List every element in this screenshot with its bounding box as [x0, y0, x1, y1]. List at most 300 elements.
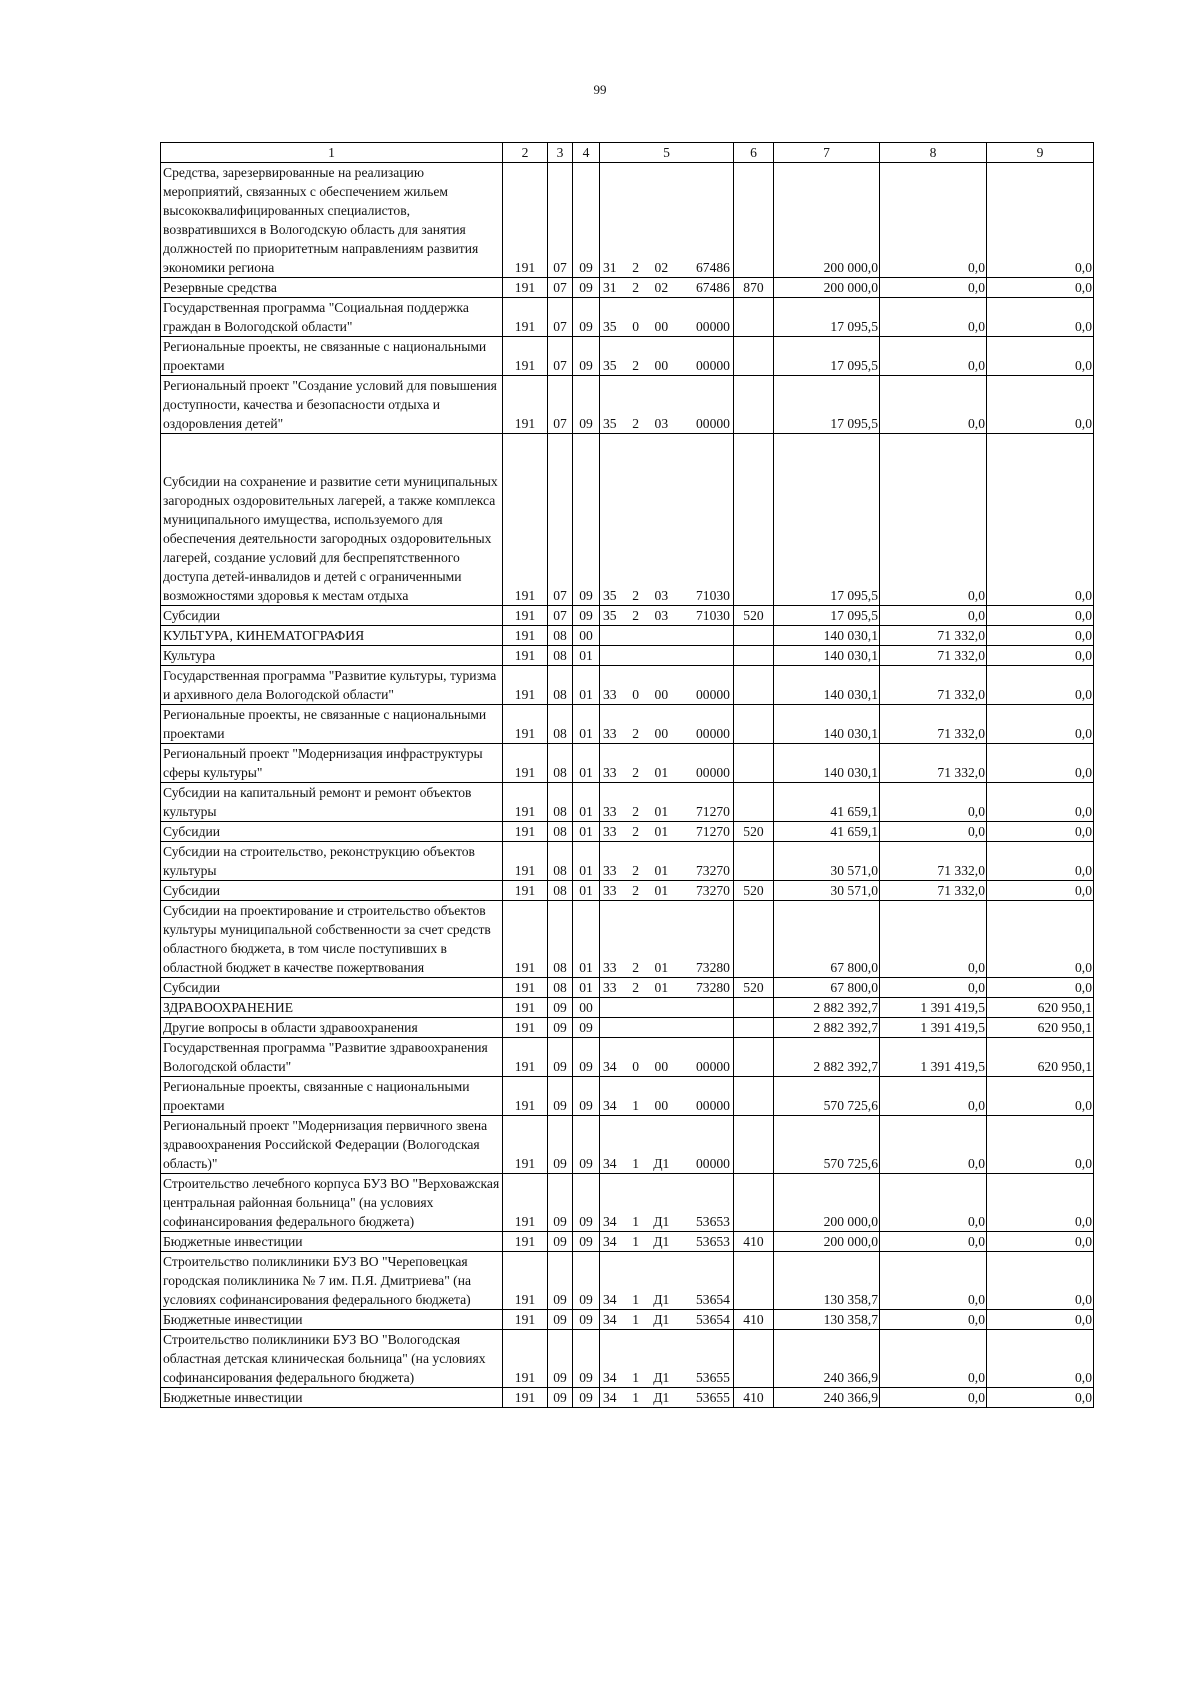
cell-col6 [734, 626, 774, 646]
table-header-row [161, 143, 1094, 163]
cell-col7: 2 882 392,7 [774, 1038, 880, 1077]
cell-col9: 0,0 [987, 1310, 1094, 1330]
code-direction: 73280 [695, 960, 730, 975]
cell-col8: 71 332,0 [880, 744, 987, 783]
cell-col4: 01 [573, 822, 600, 842]
cell-col4: 09 [573, 1174, 600, 1232]
table-row [161, 376, 1094, 434]
code-project: Д1 [653, 1370, 670, 1385]
code-project: 01 [654, 863, 669, 878]
cell-col8: 0,0 [880, 434, 987, 606]
table-row [161, 1252, 1094, 1310]
cell-col3: 08 [548, 822, 573, 842]
code-type: 2 [632, 765, 640, 780]
code-program: 35 [603, 319, 617, 334]
code-direction: 67486 [695, 280, 730, 295]
cell-col6 [734, 163, 774, 278]
code-direction: 73270 [695, 863, 730, 878]
cell-col4: 09 [573, 1038, 600, 1077]
cell-col7: 140 030,1 [774, 705, 880, 744]
cell-col5 [600, 1252, 734, 1310]
cell-col5 [600, 705, 734, 744]
cell-col2: 191 [503, 1116, 548, 1174]
cell-col2: 191 [503, 744, 548, 783]
cell-col7: 30 571,0 [774, 842, 880, 881]
row-name: Государственная программа "Развитие здравоохранения Вологодской области" [161, 1038, 503, 1077]
code-program: 31 [603, 260, 617, 275]
cell-col2: 191 [503, 666, 548, 705]
cell-col4: 09 [573, 1018, 600, 1038]
header-cell: 4 [573, 143, 600, 163]
table-row [161, 666, 1094, 705]
cell-col7: 67 800,0 [774, 901, 880, 978]
cell-col8: 71 332,0 [880, 626, 987, 646]
cell-col8: 0,0 [880, 1330, 987, 1388]
code-direction: 00000 [695, 765, 730, 780]
cell-col9: 0,0 [987, 1252, 1094, 1310]
cell-col6 [734, 998, 774, 1018]
header-cell: 1 [161, 143, 503, 163]
cell-col5 [600, 1116, 734, 1174]
code-program: 34 [603, 1370, 617, 1385]
code-program: 35 [603, 608, 617, 623]
row-name: Региональные проекты, не связанные с национальными проектами [161, 337, 503, 376]
row-name: Субсидии на сохранение и развитие сети муниципальных загородных оздоровительных лагерей, а также комплекса муниципального имущества, используемого для обеспечения деятельности загородных оздоровительных лагерей, создание условий для беспрепятственного доступа детей-инвалидов и детей с ограниченными возможностями здоровья к местам отдыха [161, 434, 503, 606]
code-type: 2 [632, 280, 640, 295]
cell-col8: 0,0 [880, 1252, 987, 1310]
cell-col7: 140 030,1 [774, 626, 880, 646]
header-cell: 2 [503, 143, 548, 163]
code-project: 00 [654, 687, 669, 702]
cell-col6: 520 [734, 978, 774, 998]
cell-col8: 0,0 [880, 978, 987, 998]
cell-col4: 01 [573, 978, 600, 998]
cell-col5 [600, 998, 734, 1018]
cell-col3: 09 [548, 998, 573, 1018]
code-program: 33 [603, 960, 617, 975]
code-direction: 00000 [695, 319, 730, 334]
code-program: 31 [603, 280, 617, 295]
header-cell: 7 [774, 143, 880, 163]
cell-col6: 520 [734, 822, 774, 842]
cell-col9: 0,0 [987, 1174, 1094, 1232]
code-type: 2 [632, 863, 640, 878]
cell-col2: 191 [503, 978, 548, 998]
header-cell: 3 [548, 143, 573, 163]
code-program: 34 [603, 1214, 617, 1229]
table-row [161, 978, 1094, 998]
cell-col5 [600, 1077, 734, 1116]
cell-col3: 09 [548, 1388, 573, 1408]
cell-col3: 07 [548, 376, 573, 434]
cell-col3: 09 [548, 1018, 573, 1038]
code-direction: 00000 [695, 726, 730, 741]
cell-col6: 520 [734, 881, 774, 901]
code-direction: 67486 [695, 260, 730, 275]
cell-col2: 191 [503, 998, 548, 1018]
cell-col4: 01 [573, 646, 600, 666]
cell-col8: 0,0 [880, 163, 987, 278]
row-name: Региональный проект "Модернизация инфраструктуры сферы культуры" [161, 744, 503, 783]
budget-table [160, 142, 1094, 1408]
code-type: 2 [632, 980, 640, 995]
table-row [161, 783, 1094, 822]
cell-col6 [734, 434, 774, 606]
cell-col8: 0,0 [880, 1077, 987, 1116]
row-name: Региональный проект "Создание условий для повышения доступности, качества и безопасности отдыха и оздоровления детей" [161, 376, 503, 434]
cell-col6 [734, 666, 774, 705]
cell-col8: 0,0 [880, 901, 987, 978]
cell-col3: 09 [548, 1077, 573, 1116]
code-program: 34 [603, 1059, 617, 1074]
row-name: Субсидии на строительство, реконструкцию объектов культуры [161, 842, 503, 881]
code-project: 00 [654, 726, 669, 741]
cell-col5 [600, 606, 734, 626]
cell-col3: 07 [548, 606, 573, 626]
cell-col7: 200 000,0 [774, 278, 880, 298]
cell-col5 [600, 744, 734, 783]
cell-col2: 191 [503, 376, 548, 434]
code-type: 2 [632, 726, 640, 741]
cell-col3: 08 [548, 842, 573, 881]
code-project: 01 [654, 960, 669, 975]
code-type: 1 [632, 1312, 640, 1327]
cell-col9: 0,0 [987, 1232, 1094, 1252]
row-name: Государственная программа "Развитие культуры, туризма и архивного дела Вологодской области" [161, 666, 503, 705]
cell-col2: 191 [503, 1330, 548, 1388]
cell-col2: 191 [503, 1232, 548, 1252]
cell-col3: 08 [548, 881, 573, 901]
cell-col4: 09 [573, 1388, 600, 1408]
cell-col7: 200 000,0 [774, 1232, 880, 1252]
cell-col9: 0,0 [987, 278, 1094, 298]
table-body [161, 163, 1094, 1408]
row-name: КУЛЬТУРА, КИНЕМАТОГРАФИЯ [161, 626, 503, 646]
cell-col3: 08 [548, 978, 573, 998]
code-direction: 00000 [695, 1059, 730, 1074]
cell-col7: 17 095,5 [774, 606, 880, 626]
table-row [161, 606, 1094, 626]
cell-col4: 09 [573, 337, 600, 376]
cell-col3: 08 [548, 783, 573, 822]
cell-col5 [600, 1310, 734, 1330]
cell-col5 [600, 646, 734, 666]
table-row [161, 1116, 1094, 1174]
cell-col7: 67 800,0 [774, 978, 880, 998]
code-type: 1 [632, 1370, 640, 1385]
cell-col2: 191 [503, 1018, 548, 1038]
cell-col9: 0,0 [987, 163, 1094, 278]
cell-col7: 240 366,9 [774, 1330, 880, 1388]
cell-col9: 0,0 [987, 978, 1094, 998]
code-direction: 53655 [695, 1390, 730, 1405]
cell-col7: 140 030,1 [774, 744, 880, 783]
cell-col6 [734, 842, 774, 881]
row-name: Региональные проекты, не связанные с национальными проектами [161, 705, 503, 744]
cell-col3: 09 [548, 1310, 573, 1330]
cell-col7: 200 000,0 [774, 163, 880, 278]
cell-col8: 0,0 [880, 1310, 987, 1330]
cell-col4: 01 [573, 881, 600, 901]
cell-col3: 08 [548, 744, 573, 783]
cell-col6 [734, 1330, 774, 1388]
code-type: 2 [632, 588, 640, 603]
row-name: Бюджетные инвестиции [161, 1310, 503, 1330]
cell-col6 [734, 1174, 774, 1232]
cell-col4: 09 [573, 1330, 600, 1388]
code-direction: 00000 [695, 416, 730, 431]
code-project: Д1 [653, 1312, 670, 1327]
cell-col2: 191 [503, 278, 548, 298]
cell-col8: 0,0 [880, 1388, 987, 1408]
cell-col8: 0,0 [880, 1116, 987, 1174]
code-program: 34 [603, 1312, 617, 1327]
code-direction: 53654 [695, 1292, 730, 1307]
cell-col5 [600, 376, 734, 434]
cell-col9: 0,0 [987, 822, 1094, 842]
row-name: Региональный проект "Модернизация первичного звена здравоохранения Российской Федерации (Вологодская область)" [161, 1116, 503, 1174]
code-type: 2 [632, 824, 640, 839]
cell-col8: 0,0 [880, 606, 987, 626]
cell-col6 [734, 376, 774, 434]
code-type: 2 [632, 608, 640, 623]
code-program: 34 [603, 1156, 617, 1171]
table-row [161, 626, 1094, 646]
row-name: Субсидии [161, 822, 503, 842]
cell-col4: 09 [573, 606, 600, 626]
cell-col2: 191 [503, 1310, 548, 1330]
cell-col2: 191 [503, 1252, 548, 1310]
cell-col4: 00 [573, 998, 600, 1018]
code-type: 2 [632, 416, 640, 431]
table-row [161, 705, 1094, 744]
cell-col2: 191 [503, 163, 548, 278]
cell-col9: 620 950,1 [987, 1018, 1094, 1038]
row-name: Строительство лечебного корпуса БУЗ ВО "Верховажская центральная районная больница" (на условиях софинансирования федерального бюджета) [161, 1174, 503, 1232]
cell-col7: 130 358,7 [774, 1310, 880, 1330]
table-row [161, 998, 1094, 1018]
cell-col9: 0,0 [987, 1077, 1094, 1116]
row-name: Строительство поликлиники БУЗ ВО "Вологодская областная детская клиническая больница" (на условиях софинансирования федерального бюджета) [161, 1330, 503, 1388]
code-type: 2 [632, 960, 640, 975]
cell-col2: 191 [503, 1174, 548, 1232]
cell-col2: 191 [503, 1388, 548, 1408]
code-type: 1 [632, 1390, 640, 1405]
cell-col7: 130 358,7 [774, 1252, 880, 1310]
table-row [161, 646, 1094, 666]
cell-col7: 2 882 392,7 [774, 1018, 880, 1038]
cell-col6 [734, 298, 774, 337]
cell-col9: 0,0 [987, 376, 1094, 434]
cell-col7: 41 659,1 [774, 783, 880, 822]
row-name: Субсидии [161, 606, 503, 626]
cell-col4: 09 [573, 278, 600, 298]
cell-col6 [734, 337, 774, 376]
code-direction: 71270 [695, 804, 730, 819]
code-program: 35 [603, 358, 617, 373]
code-project: 03 [654, 416, 669, 431]
code-type: 2 [632, 883, 640, 898]
cell-col5 [600, 842, 734, 881]
cell-col7: 2 882 392,7 [774, 998, 880, 1018]
cell-col5 [600, 881, 734, 901]
cell-col4: 01 [573, 783, 600, 822]
cell-col3: 08 [548, 901, 573, 978]
cell-col5 [600, 1388, 734, 1408]
table-row [161, 337, 1094, 376]
code-program: 35 [603, 588, 617, 603]
code-type: 0 [632, 319, 640, 334]
cell-col8: 71 332,0 [880, 842, 987, 881]
cell-col5 [600, 626, 734, 646]
cell-col5 [600, 1038, 734, 1077]
cell-col7: 570 725,6 [774, 1116, 880, 1174]
code-project: 00 [654, 1098, 669, 1113]
code-project: 01 [654, 824, 669, 839]
code-type: 1 [632, 1234, 640, 1249]
cell-col3: 08 [548, 646, 573, 666]
cell-col4: 00 [573, 626, 600, 646]
cell-col7: 570 725,6 [774, 1077, 880, 1116]
cell-col9: 0,0 [987, 606, 1094, 626]
cell-col9: 0,0 [987, 626, 1094, 646]
table-row [161, 1174, 1094, 1232]
cell-col8: 71 332,0 [880, 646, 987, 666]
cell-col3: 08 [548, 705, 573, 744]
table-row [161, 1018, 1094, 1038]
cell-col5 [600, 298, 734, 337]
row-name: Субсидии [161, 978, 503, 998]
cell-col3: 09 [548, 1252, 573, 1310]
cell-col6 [734, 901, 774, 978]
code-project: Д1 [653, 1234, 670, 1249]
cell-col2: 191 [503, 626, 548, 646]
cell-col6: 520 [734, 606, 774, 626]
cell-col9: 0,0 [987, 666, 1094, 705]
table-row [161, 1388, 1094, 1408]
table-row [161, 744, 1094, 783]
row-name: Субсидии [161, 881, 503, 901]
cell-col5 [600, 822, 734, 842]
cell-col2: 191 [503, 337, 548, 376]
cell-col9: 0,0 [987, 1116, 1094, 1174]
cell-col4: 01 [573, 901, 600, 978]
row-name: Средства, зарезервированные на реализацию мероприятий, связанных с обеспечением жильем высококвалифицированных специалистов, возвратившихся в Вологодскую область для занятия должностей по приоритетным направлениям развития экономики региона [161, 163, 503, 278]
cell-col7: 17 095,5 [774, 337, 880, 376]
cell-col4: 01 [573, 705, 600, 744]
code-type: 2 [632, 804, 640, 819]
cell-col2: 191 [503, 901, 548, 978]
cell-col7: 17 095,5 [774, 298, 880, 337]
cell-col2: 191 [503, 822, 548, 842]
code-program: 34 [603, 1292, 617, 1307]
cell-col5 [600, 1018, 734, 1038]
code-program: 33 [603, 765, 617, 780]
table-row [161, 1310, 1094, 1330]
cell-col6 [734, 705, 774, 744]
cell-col9: 0,0 [987, 744, 1094, 783]
cell-col6 [734, 783, 774, 822]
code-project: Д1 [653, 1292, 670, 1307]
cell-col7: 200 000,0 [774, 1174, 880, 1232]
cell-col8: 1 391 419,5 [880, 1018, 987, 1038]
code-type: 1 [632, 1214, 640, 1229]
cell-col3: 07 [548, 163, 573, 278]
cell-col3: 07 [548, 337, 573, 376]
cell-col6 [734, 1116, 774, 1174]
code-direction: 53653 [695, 1214, 730, 1229]
cell-col5 [600, 978, 734, 998]
header-cell: 9 [987, 143, 1094, 163]
cell-col9: 0,0 [987, 783, 1094, 822]
row-name: Субсидии на проектирование и строительство объектов культуры муниципальной собственности за счет средств областного бюджета, в том числе поступивших в областной бюджет в качестве пожертвования [161, 901, 503, 978]
code-project: 02 [654, 260, 669, 275]
cell-col4: 01 [573, 666, 600, 705]
code-project: 00 [654, 319, 669, 334]
header-cell: 6 [734, 143, 774, 163]
code-project: 01 [654, 765, 669, 780]
cell-col9: 0,0 [987, 337, 1094, 376]
cell-col7: 30 571,0 [774, 881, 880, 901]
cell-col4: 01 [573, 744, 600, 783]
code-type: 1 [632, 1292, 640, 1307]
code-direction: 00000 [695, 1098, 730, 1113]
code-program: 33 [603, 687, 617, 702]
page-number: 99 [593, 82, 607, 97]
cell-col8: 1 391 419,5 [880, 1038, 987, 1077]
code-type: 0 [632, 1059, 640, 1074]
row-name: ЗДРАВООХРАНЕНИЕ [161, 998, 503, 1018]
cell-col9: 0,0 [987, 646, 1094, 666]
cell-col3: 09 [548, 1330, 573, 1388]
cell-col5 [600, 337, 734, 376]
header-cell: 8 [880, 143, 987, 163]
cell-col3: 09 [548, 1116, 573, 1174]
code-program: 33 [603, 824, 617, 839]
cell-col5 [600, 434, 734, 606]
code-project: Д1 [653, 1214, 670, 1229]
cell-col9: 0,0 [987, 1330, 1094, 1388]
cell-col8: 71 332,0 [880, 666, 987, 705]
cell-col9: 0,0 [987, 705, 1094, 744]
code-project: 00 [654, 1059, 669, 1074]
cell-col2: 191 [503, 881, 548, 901]
cell-col2: 191 [503, 606, 548, 626]
code-direction: 53653 [695, 1234, 730, 1249]
cell-col2: 191 [503, 842, 548, 881]
code-direction: 71270 [695, 824, 730, 839]
cell-col7: 140 030,1 [774, 666, 880, 705]
code-project: 03 [654, 608, 669, 623]
cell-col4: 09 [573, 1252, 600, 1310]
code-direction: 71030 [695, 588, 730, 603]
code-program: 35 [603, 416, 617, 431]
cell-col3: 07 [548, 434, 573, 606]
table-row [161, 1232, 1094, 1252]
cell-col8: 1 391 419,5 [880, 998, 987, 1018]
cell-col8: 0,0 [880, 1232, 987, 1252]
code-program: 34 [603, 1390, 617, 1405]
code-program: 33 [603, 804, 617, 819]
table-row [161, 881, 1094, 901]
code-program: 33 [603, 726, 617, 741]
code-project: 01 [654, 980, 669, 995]
table-row [161, 434, 1094, 606]
code-direction: 00000 [695, 1156, 730, 1171]
row-name: Субсидии на капитальный ремонт и ремонт объектов культуры [161, 783, 503, 822]
cell-col8: 0,0 [880, 822, 987, 842]
table-row [161, 1330, 1094, 1388]
